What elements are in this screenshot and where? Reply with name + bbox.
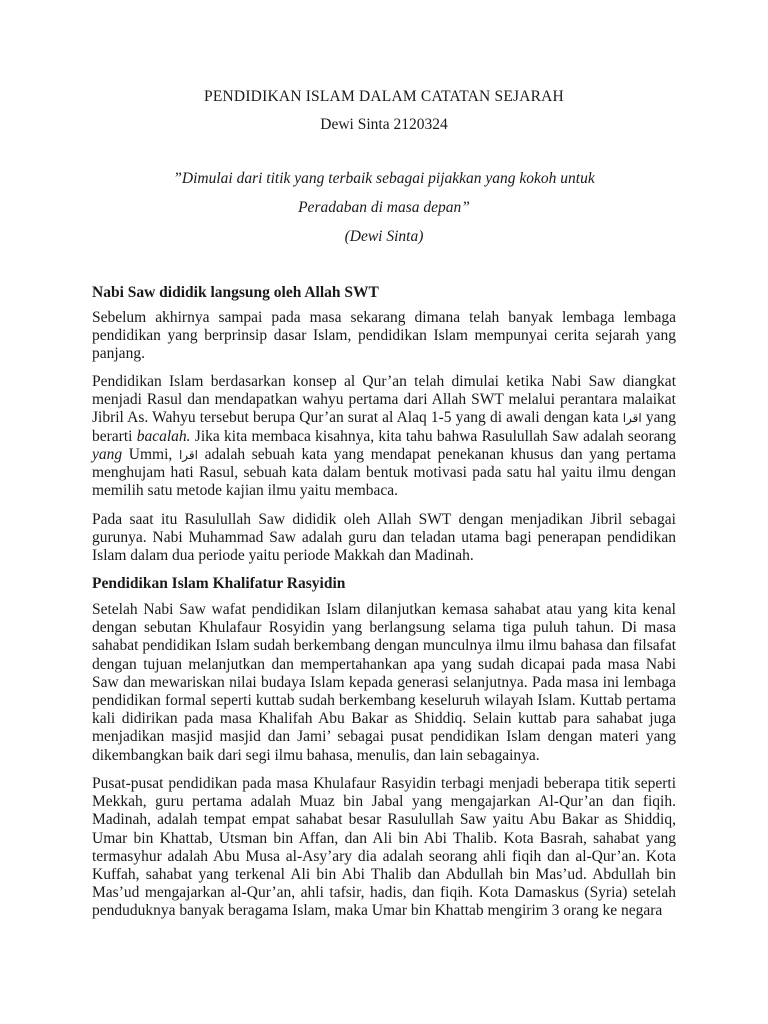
section-heading-khalifatur-rasyidin: Pendidikan Islam Khalifatur Rasyidin [92, 575, 346, 592]
quote-attribution: (Dewi Sinta) [344, 228, 424, 245]
paragraph-text: Ummi, [122, 445, 179, 463]
emphasis-bacalah: bacalah. [136, 427, 191, 445]
arabic-word-iqra: اقرا [622, 411, 642, 426]
paragraph-jibril-guru: Pada saat itu Rasulullah Saw dididik oleh Allah SWT dengan menjadikan Jibril sebagai gurunya. Nabi Muhammad Saw adalah guru dan teladan utama bagi penerapan pendidikan Islam dalam dua periode yaitu periode Makkah dan Madinah. [92, 511, 676, 565]
section-heading-nabi-saw: Nabi Saw dididik langsung oleh Allah SWT [92, 284, 379, 301]
paragraph-pusat-pendidikan: Pusat-pusat pendidikan pada masa Khulafaur Rasyidin terbagi menjadi beberapa titik seperti Mekkah, guru pertama adalah Muaz bin Jabal yang mengajarkan Al-Qur’an dan fiqih. Madinah, adalah tempat empat sahabat besar Rasulullah Saw yaitu Abu Bakar as Shiddiq, Umar bin Khattab, Utsman bin Affan, dan Ali bin Abi Thalib. Kota Basrah, sahabat yang termasyhur adalah Abu Musa al-Asy’ary dia adalah seorang ahli fiqih dan al-Qur’an. Kota Kuffah, sahabat yang terkenal Ali bin Abi Thalib dan Abdullah bin Mas’ud. Abdullah bin Mas’ud mengajarkan al-Qur’an, ahli tafsir, hadis, dan fiqih. Kota Damaskus (Syria) setelah penduduknya banyak beragama Islam, maka Umar bin Khattab mengirim 3 orang ke negara [92, 775, 676, 920]
paragraph-text: adalah sebuah kata yang mendapat penekanan khusus dan yang pertama menghujam hati Rasul, sebuah kata dalam bentuk motivasi pada satu hal yaitu ilmu dengan memilih satu metode kajian ilmu yaitu membaca. [92, 445, 676, 500]
document-title: PENDIDIKAN ISLAM DALAM CATATAN SEJARAH [204, 88, 564, 105]
quote-line-1: ”Dimulai dari titik yang terbaik sebagai pijakkan yang kokoh untuk [173, 170, 595, 187]
emphasis-yang: yang [92, 445, 123, 463]
document-author: Dewi Sinta 2120324 [320, 116, 448, 133]
paragraph-khulafaur-rosyidin: Setelah Nabi Saw wafat pendidikan Islam dilanjutkan kemasa sahabat atau yang kita kenal dengan sebutan Khulafaur Rosyidin yang berlangsung selama tiga puluh tahun. Di masa sahabat pendidikan Islam sudah berkembang dengan munculnya ilmu ilmu bahasa dan filsafat dengan tujuan melanjutkan dan mempertahankan apa yang sudah dicapai pada masa Nabi Saw dan mewariskan nilai budaya Islam kepada generasi selanjutnya. Pada masa ini lembaga pendidikan formal seperti kuttab sudah berkembang keseluruh wilayah Islam. Kuttab pertama kali didirikan pada masa Khalifah Abu Bakar as Shiddiq. Selain kuttab para sahabat juga menjadikan masjid masjid dan Jami’ sebagai pusat pendidikan Islam dengan materi yang dikembangkan baik dari segi ilmu bahasa, menulis, dan lain sebagainya. [92, 601, 676, 764]
paragraph-konsep-quran [92, 373, 676, 500]
paragraph-text: Pendidikan Islam berdasarkan konsep al Qur’an telah dimulai ketika Nabi Saw diangkat menjadi Rasul dan mendapatkan wahyu pertama dari Allah SWT melalui perantara malaikat Jibril As. Wahyu tersebut berupa Qur’an surat al Alaq 1-5 yang di awali dengan kata [92, 373, 676, 427]
paragraph-text: yang berarti [92, 409, 676, 445]
paragraph-text: Jika kita membaca kisahnya, kita tahu bahwa Rasulullah Saw adalah seorang [190, 427, 676, 445]
quote-line-2: Peradaban di masa depan” [298, 199, 470, 216]
arabic-word-iqra: اقرا [178, 447, 198, 462]
paragraph-intro: Sebelum akhirnya sampai pada masa sekarang dimana telah banyak lembaga lembaga pendidikan yang berprinsip dasar Islam, pendidikan Islam mempunyai cerita sejarah yang panjang. [92, 309, 676, 363]
